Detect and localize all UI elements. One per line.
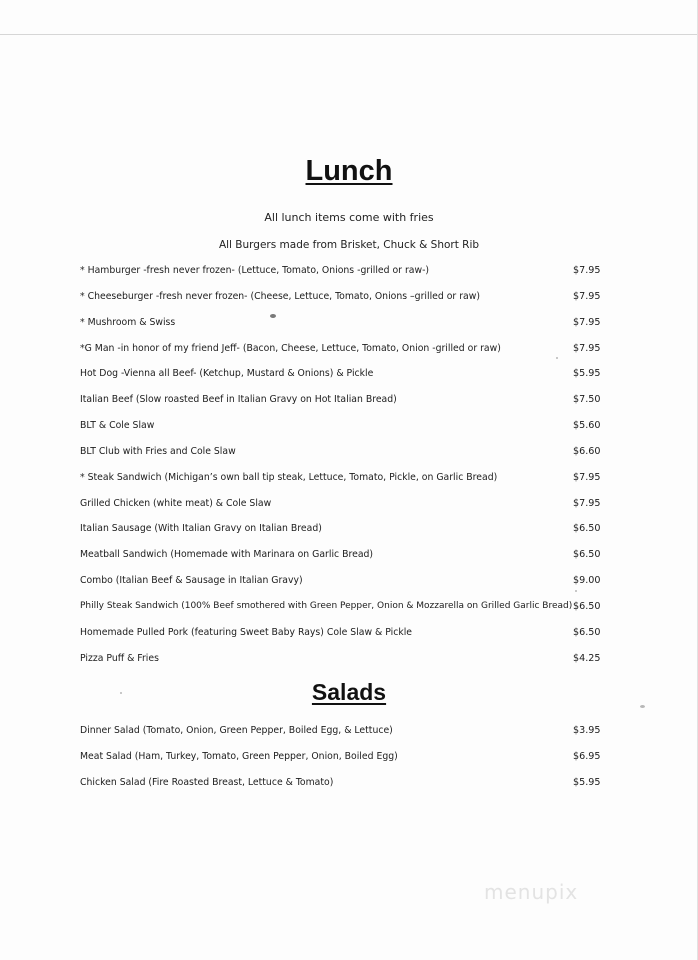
item-name: BLT Club with Fries and Cole Slaw [80, 446, 236, 457]
item-name: Hot Dog -Vienna all Beef- (Ketchup, Mustard & Onions) & Pickle [80, 368, 374, 379]
scan-speck [556, 357, 558, 359]
item-price: $6.50 [573, 601, 601, 612]
item-price: $5.95 [573, 368, 601, 379]
menu-row [80, 627, 601, 641]
item-price: $7.95 [573, 291, 601, 302]
menu-row [80, 725, 601, 739]
item-name: Combo (Italian Beef & Sausage in Italian Gravy) [80, 575, 303, 586]
item-price: $6.50 [573, 549, 601, 560]
item-name: Homemade Pulled Pork (featuring Sweet Baby Rays) Cole Slaw & Pickle [80, 627, 413, 638]
scan-speck [575, 590, 577, 592]
item-price: $5.60 [573, 420, 601, 431]
menu-row [80, 777, 601, 791]
menu-row [80, 498, 601, 512]
scan-top-edge [0, 34, 698, 35]
item-name: Chicken Salad (Fire Roasted Breast, Lettuce & Tomato) [80, 777, 334, 788]
item-name: Pizza Puff & Fries [80, 653, 159, 664]
item-name: Grilled Chicken (white meat) & Cole Slaw [80, 498, 272, 509]
salads-heading: Salads [311, 679, 387, 705]
scan-speck [270, 314, 276, 318]
lunch-fries-note: All lunch items come with fries [264, 211, 434, 224]
menu-row [80, 523, 601, 537]
menu-row [80, 472, 601, 486]
menu-row [80, 291, 601, 305]
menupix-watermark: menupix [484, 880, 579, 904]
item-price: $9.00 [573, 575, 601, 586]
item-price: $3.95 [573, 725, 601, 736]
item-name: * Hamburger -fresh never frozen- (Lettuce, Tomato, Onions -grilled or raw-) [80, 265, 430, 276]
scan-speck [640, 705, 645, 708]
item-name: * Cheeseburger -fresh never frozen- (Cheese, Lettuce, Tomato, Onions –grilled or raw) [80, 291, 480, 302]
item-name: Italian Beef (Slow roasted Beef in Italian Gravy on Hot Italian Bread) [80, 394, 397, 405]
menu-row [80, 446, 601, 460]
menu-row [80, 343, 601, 357]
menu-row [80, 751, 601, 765]
item-name: Meat Salad (Ham, Turkey, Tomato, Green Pepper, Onion, Boiled Egg) [80, 751, 398, 762]
item-name: Italian Sausage (With Italian Gravy on Italian Bread) [80, 523, 322, 534]
menu-row [80, 317, 601, 331]
item-name: BLT & Cole Slaw [80, 420, 155, 431]
item-price: $7.50 [573, 394, 601, 405]
item-price: $6.50 [573, 523, 601, 534]
item-name: Dinner Salad (Tomato, Onion, Green Pepper, Boiled Egg, & Lettuce) [80, 725, 393, 736]
item-price: $6.50 [573, 627, 601, 638]
item-price: $6.60 [573, 446, 601, 457]
item-price: $5.95 [573, 777, 601, 788]
item-name: Philly Steak Sandwich (100% Beef smothered with Green Pepper, Onion & Mozzarella on Grilled Garlic Bread) [80, 601, 573, 611]
item-price: $6.95 [573, 751, 601, 762]
menu-row [80, 394, 601, 408]
item-price: $4.25 [573, 653, 601, 664]
lunch-heading: Lunch [305, 155, 393, 187]
menu-row [80, 265, 601, 279]
item-price: $7.95 [573, 343, 601, 354]
item-price: $7.95 [573, 498, 601, 509]
burger-blend-note: All Burgers made from Brisket, Chuck & Short Rib [218, 239, 480, 251]
scan-speck [120, 692, 122, 694]
item-name: Meatball Sandwich (Homemade with Marinara on Garlic Bread) [80, 549, 374, 560]
item-name: * Mushroom & Swiss [80, 317, 176, 328]
item-name: *G Man -in honor of my friend Jeff- (Bacon, Cheese, Lettuce, Tomato, Onion -grilled or raw) [80, 343, 501, 354]
item-price: $7.95 [573, 472, 601, 483]
menu-row [80, 653, 601, 667]
menu-row [80, 420, 601, 434]
menu-row [80, 601, 601, 615]
item-name: * Steak Sandwich (Michigan’s own ball tip steak, Lettuce, Tomato, Pickle, on Garlic Bread) [80, 472, 498, 483]
item-price: $7.95 [573, 317, 601, 328]
menu-row [80, 368, 601, 382]
menu-row [80, 549, 601, 563]
item-price: $7.95 [573, 265, 601, 276]
menu-row [80, 575, 601, 589]
